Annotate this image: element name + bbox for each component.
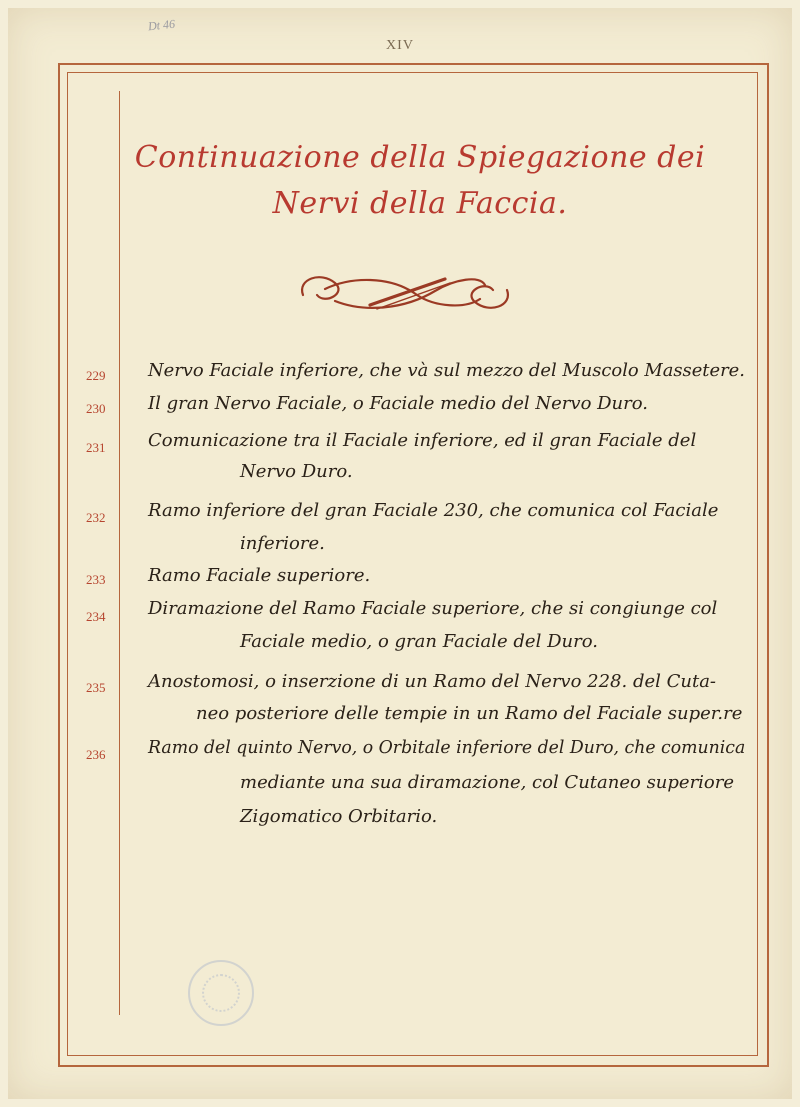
entry-number: 231 bbox=[86, 440, 106, 455]
title-line-2: Nervi della Faccia. bbox=[272, 186, 568, 221]
entry-number: 236 bbox=[86, 747, 106, 762]
entry-text-line: inferiore. bbox=[240, 533, 325, 554]
entry-text-line: Comunicazione tra il Faciale inferiore, ed il gran Faciale del bbox=[148, 430, 697, 451]
entry-text-line: Anostomosi, o inserzione di un Ramo del Nervo 228. del Cuta- bbox=[148, 671, 717, 692]
pencil-annotation: Dt 46 bbox=[147, 16, 176, 34]
entry-text-line: Zigomatico Orbitario. bbox=[240, 806, 438, 827]
folio-number: XIV bbox=[386, 38, 414, 53]
flourish-ornament bbox=[295, 265, 515, 320]
entry-number: 234 bbox=[86, 609, 106, 624]
library-stamp bbox=[188, 960, 254, 1026]
entry-text-line: neo posteriore delle tempie in un Ramo del Faciale super.re bbox=[196, 703, 743, 724]
entry-number: 229 bbox=[86, 368, 106, 383]
title-line-1: Continuazione della Spiegazione dei bbox=[134, 140, 706, 175]
entry-text-line: Ramo Faciale superiore. bbox=[148, 565, 371, 586]
entry-text-line: Faciale medio, o gran Faciale del Duro. bbox=[240, 631, 598, 652]
entry-number: 233 bbox=[86, 572, 106, 587]
entry-number: 232 bbox=[86, 510, 106, 525]
entry-text-line: Ramo del quinto Nervo, o Orbitale inferiore del Duro, che comunica bbox=[148, 737, 746, 758]
entry-text-line: mediante una sua diramazione, col Cutaneo superiore bbox=[240, 772, 735, 793]
entry-number: 235 bbox=[86, 680, 106, 695]
margin-rule bbox=[119, 91, 120, 1015]
entry-text-line: Diramazione del Ramo Faciale superiore, che si congiunge col bbox=[148, 598, 718, 619]
entry-text-line: Nervo Duro. bbox=[240, 461, 353, 482]
entry-text-line: Ramo inferiore del gran Faciale 230, che comunica col Faciale bbox=[148, 500, 719, 521]
entry-text-line: Nervo Faciale inferiore, che và sul mezzo del Muscolo Massetere. bbox=[148, 360, 745, 381]
entry-text-line: Il gran Nervo Faciale, o Faciale medio del Nervo Duro. bbox=[148, 393, 648, 414]
entry-number: 230 bbox=[86, 401, 106, 416]
